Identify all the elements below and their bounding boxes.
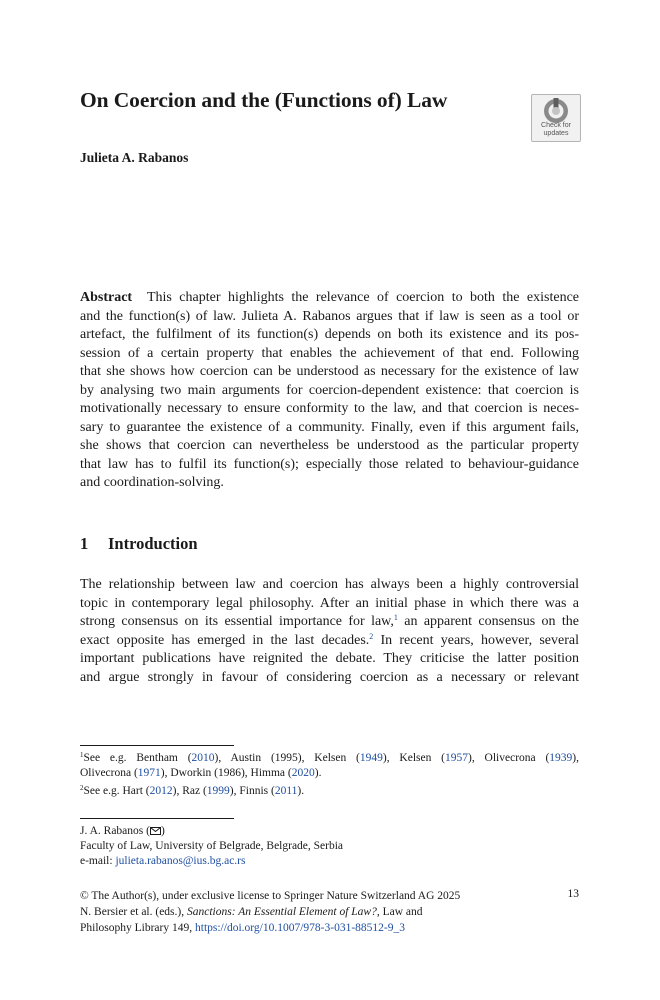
email-link[interactable]: julieta.rabanos@ius.bg.ac.rs — [115, 855, 246, 867]
check-for-updates-badge[interactable] — [531, 94, 581, 142]
crossmark-icon — [543, 98, 569, 124]
intro-line: The relationship between law and coercion has always been a highly controversial — [80, 577, 579, 592]
page-number: 13 — [567, 888, 579, 900]
author-affiliation: J. A. Rabanos ( ) Faculty of Law, University of Belgrade, Belgrade, Serbia e-mail: julieta.rabanos@ius.bg.ac.rs — [80, 825, 344, 867]
citation-link[interactable]: 1949 — [359, 752, 383, 764]
citation-link[interactable]: 1999 — [206, 785, 230, 797]
citation-link[interactable]: 2011 — [274, 785, 298, 797]
affiliation-institution: Faculty of Law, University of Belgrade, Belgrade, Serbia — [80, 840, 344, 852]
abstract-line: that law has to fulfil its function(s); especially those related to behaviour-guidance — [80, 456, 579, 472]
copyright-notice: © The Author(s), under exclusive license to Springer Nature Switzerland AG 2025 N. Bersier et al. (eds.), Sanctions: An Essential Element of Law?, Law and Philosophy Library 149, https://doi.org/10.1007/978-3-031-88512-9_3 — [80, 888, 579, 936]
footnote-mark: 2 — [80, 784, 84, 792]
abstract-line: that she shows how coercion can be understood as necessary for the existence of law — [80, 364, 579, 379]
intro-line: topic in contemporary legal philosophy. After an initial phase in which there was a — [80, 595, 579, 611]
section-heading — [80, 534, 198, 554]
footnote-ref-1[interactable]: 1 — [393, 613, 398, 622]
footnote-1: $^1$See e.g. Bentham (2010), Austin (1995), Kelsen (1949), Kelsen (1957), Olivecrona (1939), Olivecrona (1971), Dworkin (1986), Himma (2020). — [80, 751, 579, 779]
envelope-icon[interactable] — [150, 827, 161, 835]
abstract-line: session of a certain property that enables the achievement of that end. Following — [80, 345, 579, 361]
intro-line: important publications have reignited the debate. They criticise the latter position — [80, 651, 579, 666]
abstract-label: Abstract — [80, 290, 133, 305]
abstract-line: and coordination-solving. — [80, 475, 224, 490]
email-label: e-mail: — [80, 855, 116, 867]
affiliation-name: J. A. Rabanos ( — [80, 825, 150, 837]
abstract-line: and the function(s) of law. Julieta A. Rabanos argues that if law is seen as a tool or — [80, 308, 579, 324]
abstract-line: she shows that coercion can nevertheless be understood as the particular property — [80, 438, 579, 453]
paper-title: On Coercion and the (Functions of) Law — [80, 88, 448, 112]
intro-line: and argue strongly in favour of considering coercion as a necessary or relevant — [80, 669, 579, 685]
introduction-paragraph — [80, 576, 579, 687]
doi-link[interactable]: https://doi.org/10.1007/978-3-031-88512-9_3 — [195, 922, 405, 934]
citation-link[interactable]: 2020 — [291, 767, 315, 779]
section-title: Introduction — [108, 534, 198, 553]
citation-link[interactable]: 1939 — [549, 752, 573, 764]
copyright-line: © The Author(s), under exclusive license to Springer Nature Switzerland AG 2025 — [80, 890, 461, 902]
author-name: Julieta A. Rabanos — [80, 150, 189, 165]
abstract-line: motivationally necessary to ensure conformity to the law, and that coercion is neces- — [80, 401, 579, 416]
abstract-line: Abstract This chapter highlights the relevance of coercion to both the existence — [80, 290, 579, 305]
badge-line2: updates — [543, 129, 569, 137]
affiliation-divider — [80, 818, 234, 819]
abstract-line: artefact, the fulfilment of its function(s) depends on both its existence and its pos- — [80, 327, 579, 342]
book-title: Sanctions: An Essential Element of Law? — [186, 906, 377, 918]
abstract-line: sary to guarantee the existence of a community. Finally, even if this argument fails, — [80, 419, 579, 435]
footnote-divider — [80, 745, 234, 746]
citation-link[interactable]: 2012 — [149, 785, 173, 797]
section-number: 1 — [80, 534, 89, 553]
footnote-2: $^2$See e.g. Hart (2012), Raz (1999), Finnis (2011). — [80, 784, 305, 797]
citation-link[interactable]: 1971 — [137, 767, 161, 779]
abstract-line: by analysing two main arguments for coercion-dependent existence: that coercion is — [80, 382, 579, 398]
abstract — [80, 289, 579, 493]
badge-line1: Check for — [541, 122, 571, 129]
citation-link[interactable]: 2010 — [191, 752, 215, 764]
footnote-ref-2[interactable]: 2 — [369, 631, 374, 641]
intro-line: exact opposite has emerged in the last decades.$^2$ In recent years, however, several — [80, 631, 579, 648]
intro-line: strong consensus on its essential importance for law,$^1$ an apparent consensus on the — [80, 613, 579, 629]
footnote-mark: 1 — [80, 751, 84, 759]
citation-link[interactable]: 1957 — [445, 752, 469, 764]
